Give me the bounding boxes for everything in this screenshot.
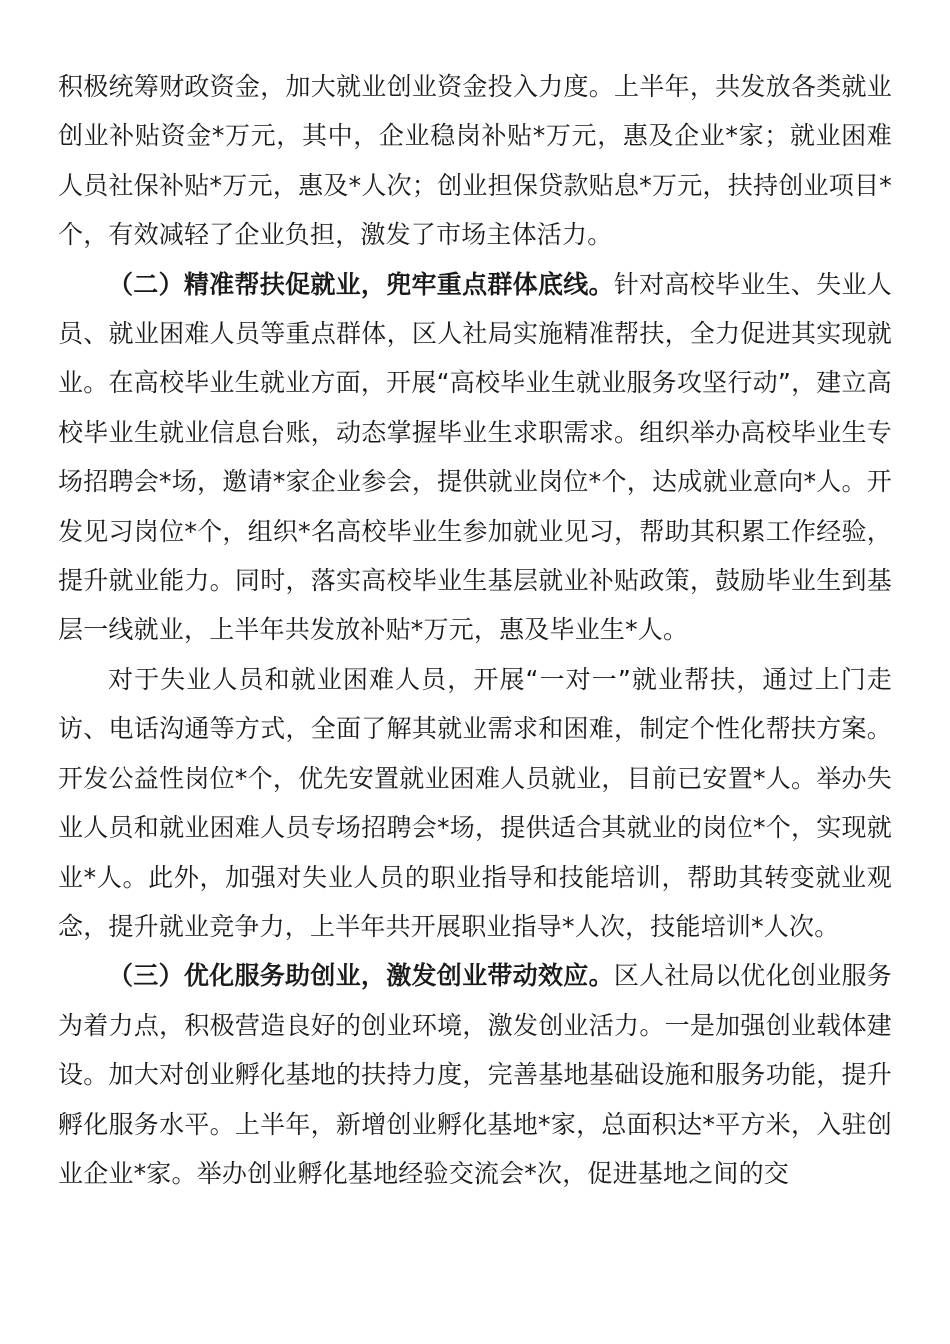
paragraph-text: 积极统筹财政资金，加大就业创业资金投入力度。上半年，共发放各类就业创业补贴资金*万元，其中，企业稳岗补贴*万元，惠及企业*家；就业困难人员社保补贴*万元，惠及*人次；创业担保贷款贴息*万元，扶持创业项目*个，有效减轻了企业负担，激发了市场主体活力。 xyxy=(58,72,892,250)
paragraph-funding xyxy=(58,62,892,260)
paragraph-section-three xyxy=(58,951,892,1198)
paragraph-unemployed-support xyxy=(58,655,892,951)
paragraph-text: 区人社局以优化创业服务为着力点，积极营造良好的创业环境，激发创业活力。一是加强创业载体建设。加大对创业孵化基地的扶持力度，完善基地基础设施和服务功能，提升孵化服务水平。上半年，新增创业孵化基地*家，总面积达*平方米，入驻创业企业*家。举办创业孵化基地经验交流会*次，促进基地之间的交 xyxy=(58,961,892,1188)
paragraph-section-two xyxy=(58,260,892,655)
section-heading: （三）优化服务助创业，激发创业带动效应。 xyxy=(108,961,614,991)
section-heading: （二）精准帮扶促就业，兜牢重点群体底线。 xyxy=(108,269,614,299)
paragraph-text: 对于失业人员和就业困难人员，开展“一对一”就业帮扶，通过上门走访、电话沟通等方式，全面了解其就业需求和困难，制定个性化帮扶方案。开发公益性岗位*个，优先安置就业困难人员就业，目前已安置*人。举办失业人员和就业困难人员专场招聘会*场，提供适合其就业的岗位*个，实现就业*人。此外，加强对失业人员的职业指导和技能培训，帮助其转变就业观念，提升就业竞争力，上半年共开展职业指导*人次，技能培训*人次。 xyxy=(58,664,892,941)
document-page xyxy=(58,62,892,1198)
paragraph-text: 针对高校毕业生、失业人员、就业困难人员等重点群体，区人社局实施精准帮扶，全力促进其实现就业。在高校毕业生就业方面，开展“高校毕业生就业服务攻坚行动”，建立高校毕业生就业信息台账，动态掌握毕业生求职需求。组织举办高校毕业生专场招聘会*场，邀请*家企业参会，提供就业岗位*个，达成就业意向*人。开发见习岗位*个，组织*名高校毕业生参加就业见习，帮助其积累工作经验，提升就业能力。同时，落实高校毕业生基层就业补贴政策，鼓励毕业生到基层一线就业，上半年共发放补贴*万元，惠及毕业生*人。 xyxy=(58,269,892,645)
